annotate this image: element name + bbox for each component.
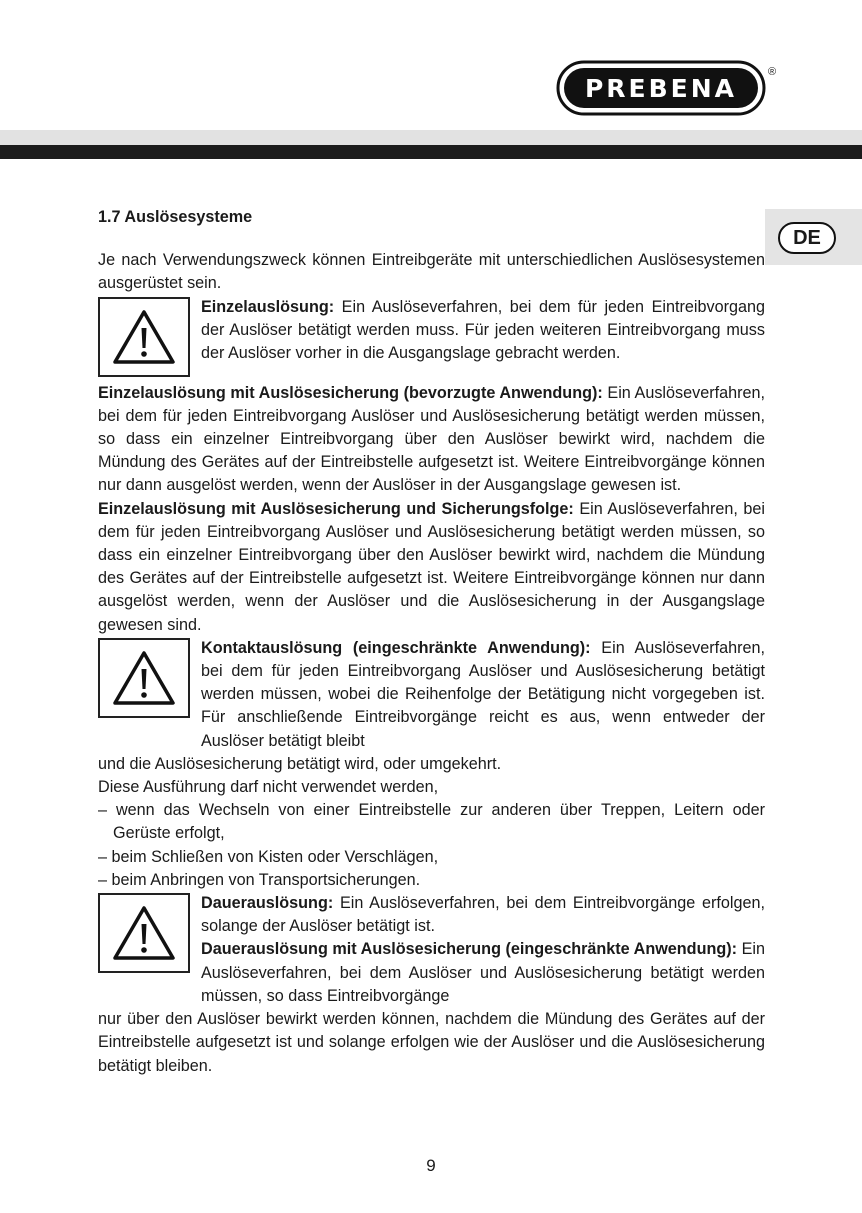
einzel-paragraph bbox=[201, 296, 765, 366]
warning-block-kontakt bbox=[98, 637, 765, 753]
einzel-folge-text: Ein Auslöseverfahren, bei dem für jeden Eintreibvorgang Auslöser und Auslösesicherung betätigt werden müssen, so dass ein einzelner Eintreibvorgang über den Auslöser bewirkt wird, nachdem die Mündung des Gerätes auf der Eintreibstelle aufgesetzt ist. Weitere Eintreibvorgänge können nur dann ausgelöst werden, wenn der Auslöser und die Auslösesicherung in der Ausgangslage gewesen sind. bbox=[98, 499, 765, 634]
list-item: – beim Anbringen von Transportsicherungen. bbox=[98, 870, 421, 889]
prebena-logo bbox=[556, 60, 766, 116]
einzel-folge-paragraph bbox=[98, 498, 765, 637]
einzel-sicherung-term: Einzelauslösung mit Auslösesicherung (bevorzugte Anwendung): bbox=[98, 383, 603, 402]
dauer-text-column bbox=[201, 892, 765, 1008]
einzel-term: Einzelauslösung: bbox=[201, 297, 335, 316]
header-band-dark bbox=[0, 145, 862, 159]
list-item: – beim Schließen von Kisten oder Verschlägen, bbox=[98, 847, 439, 866]
dauer-term: Dauerauslösung: bbox=[201, 894, 334, 913]
einzel-folge-term: Einzelauslösung mit Auslösesicherung und Sicherungsfolge: bbox=[98, 499, 574, 518]
language-badge: DE bbox=[778, 222, 836, 254]
einzel-sicherung-paragraph bbox=[98, 382, 765, 498]
intro-paragraph: Je nach Verwendungszweck können Eintreibgeräte mit unterschiedlichen Auslösesystemen ausgerüstet sein. bbox=[98, 251, 765, 293]
kontakt-term: Kontaktauslösung (eingeschränkte Anwendung): bbox=[201, 638, 591, 657]
dauer-text: Ein Auslöseverfahren, bei dem Eintreibvorgänge erfolgen, solange der Auslöser betätigt ist. bbox=[201, 894, 765, 936]
section-title: 1.7 Auslösesysteme bbox=[98, 208, 253, 226]
einzel-sicherung-text: Ein Auslöseverfahren, bei dem für jeden Eintreibvorgang Auslöser und Auslösesicherung betätigt werden müssen, so dass ein einzelner Eintreibvorgang über den Auslöser bewirkt wird, nachdem die Mündung des Gerätes auf der Eintreibstelle aufgesetzt ist. Weitere Eintreibvorgänge können nur dann ausgelöst werden, wenn der Auslöser in der Ausgangslage gewesen ist. bbox=[98, 383, 765, 495]
page-number: 9 bbox=[426, 1156, 436, 1175]
kontakt-paragraph bbox=[201, 637, 765, 753]
dauer-sicherung-term: Dauerauslösung mit Auslösesicherung (eingeschränkte Anwendung): bbox=[201, 940, 738, 959]
kontakt-continued: und die Auslösesicherung betätigt wird, oder umgekehrt. bbox=[98, 754, 502, 773]
registered-mark: ® bbox=[768, 66, 777, 78]
logo-text: PREBENA bbox=[584, 74, 738, 103]
main-content bbox=[98, 206, 765, 1078]
einzel-text: Ein Auslöseverfahren, bei dem für jeden Eintreibvorgang der Auslöser betätigt werden muss. Für jeden weiteren Eintreibvorgang muss der Auslöser vorher in die Ausgangslage gebracht werden. bbox=[201, 297, 765, 363]
warning-icon bbox=[98, 893, 190, 973]
warning-block-dauer bbox=[98, 892, 765, 1008]
header-band-light bbox=[0, 130, 862, 145]
list-item: – wenn das Wechseln von einer Eintreibstelle zur anderen über Treppen, Leitern oder Gerüste erfolgt, bbox=[98, 801, 765, 843]
dauer-paragraph bbox=[201, 892, 765, 938]
kontakt-text: Ein Auslöseverfahren, bei dem für jeden Eintreibvorgang Auslöser und Auslösesicherung betätigt werden müssen, wobei die Reihenfolge der Betätigung nicht vorgegeben ist. Für anschließende Eintreibvorgänge reicht es aus, wenn entweder der Auslöser betätigt bleibt bbox=[201, 638, 765, 750]
dauer-sicherung-text: Ein Auslöseverfahren, bei dem Auslöser und Auslösesicherung betätigt werden müssen, so dass Eintreibvorgänge bbox=[201, 940, 765, 1005]
warning-block-einzel bbox=[98, 296, 765, 379]
restriction-intro: Diese Ausführung darf nicht verwendet werden, bbox=[98, 778, 439, 797]
warning-icon bbox=[98, 638, 190, 718]
dauer-sicherung-continued: nur über den Auslöser bewirkt werden können, nachdem die Mündung des Gerätes auf der Eintreibstelle aufgesetzt ist und solange erfolgen wie der Auslöser und die Auslösesicherung betätigt bleiben. bbox=[98, 1010, 765, 1075]
dauer-sicherung-paragraph bbox=[201, 938, 765, 1008]
warning-icon bbox=[98, 297, 190, 377]
